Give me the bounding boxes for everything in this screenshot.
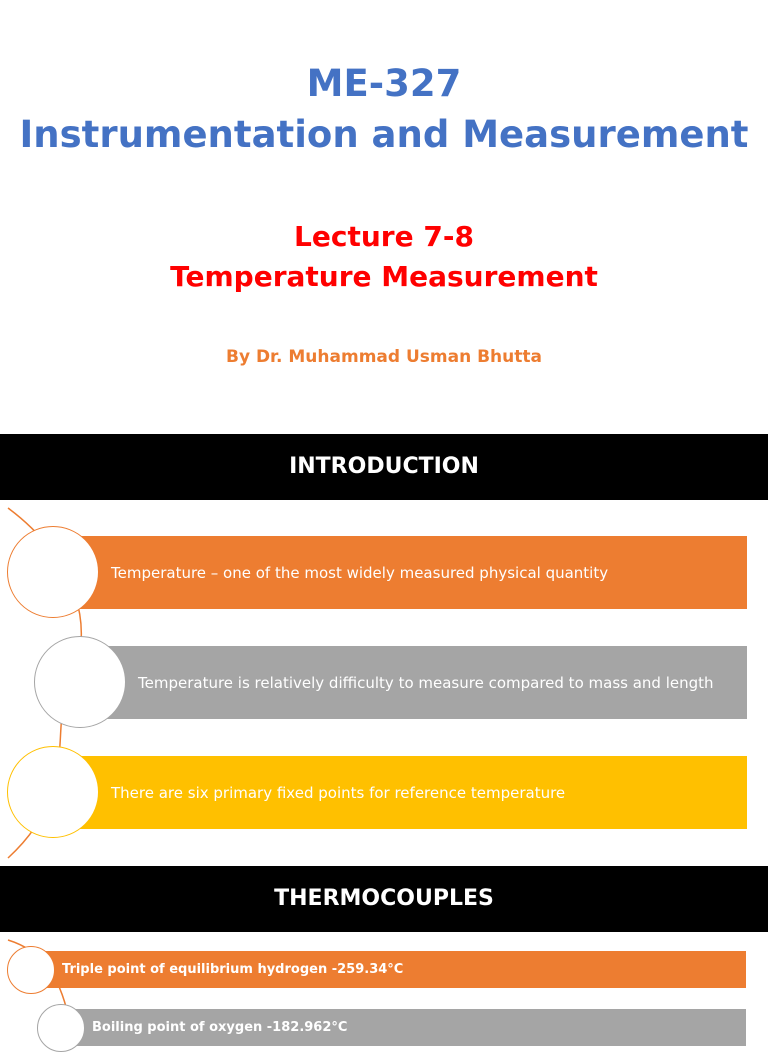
course-code: ME-327 (306, 62, 462, 105)
list-item-circle (34, 636, 126, 728)
thermocouples-heading: THERMOCOUPLES (0, 866, 768, 932)
introduction-slide (0, 500, 768, 864)
introduction-heading: INTRODUCTION (0, 434, 768, 500)
list-item-text: Triple point of equilibrium hydrogen -259.34°C (62, 962, 404, 977)
list-item-circle (7, 526, 99, 618)
author-line: By Dr. Muhammad Usman Bhutta (225, 347, 542, 367)
title-slide (0, 0, 768, 432)
list-item-text: There are six primary fixed points for reference temperature (111, 783, 566, 802)
list-item-text: Temperature is relatively difficulty to measure compared to mass and length (138, 673, 714, 692)
list-item-circle (7, 746, 99, 838)
list-item (52, 756, 747, 829)
thermocouples-slide (0, 932, 768, 1035)
list-item-text: Boiling point of oxygen -182.962°C (92, 1020, 348, 1035)
list-item (58, 1009, 746, 1046)
list-item (52, 536, 747, 609)
list-item (28, 951, 746, 988)
course-name: Instrumentation and Measurement (19, 113, 749, 156)
list-item-circle (37, 1004, 85, 1052)
list-item-text: Temperature – one of the most widely measured physical quantity (111, 563, 609, 582)
list-item-circle (7, 946, 55, 994)
list-item (80, 646, 747, 719)
lecture-topic: Temperature Measurement (170, 260, 598, 293)
lecture-number: Lecture 7-8 (294, 220, 474, 253)
